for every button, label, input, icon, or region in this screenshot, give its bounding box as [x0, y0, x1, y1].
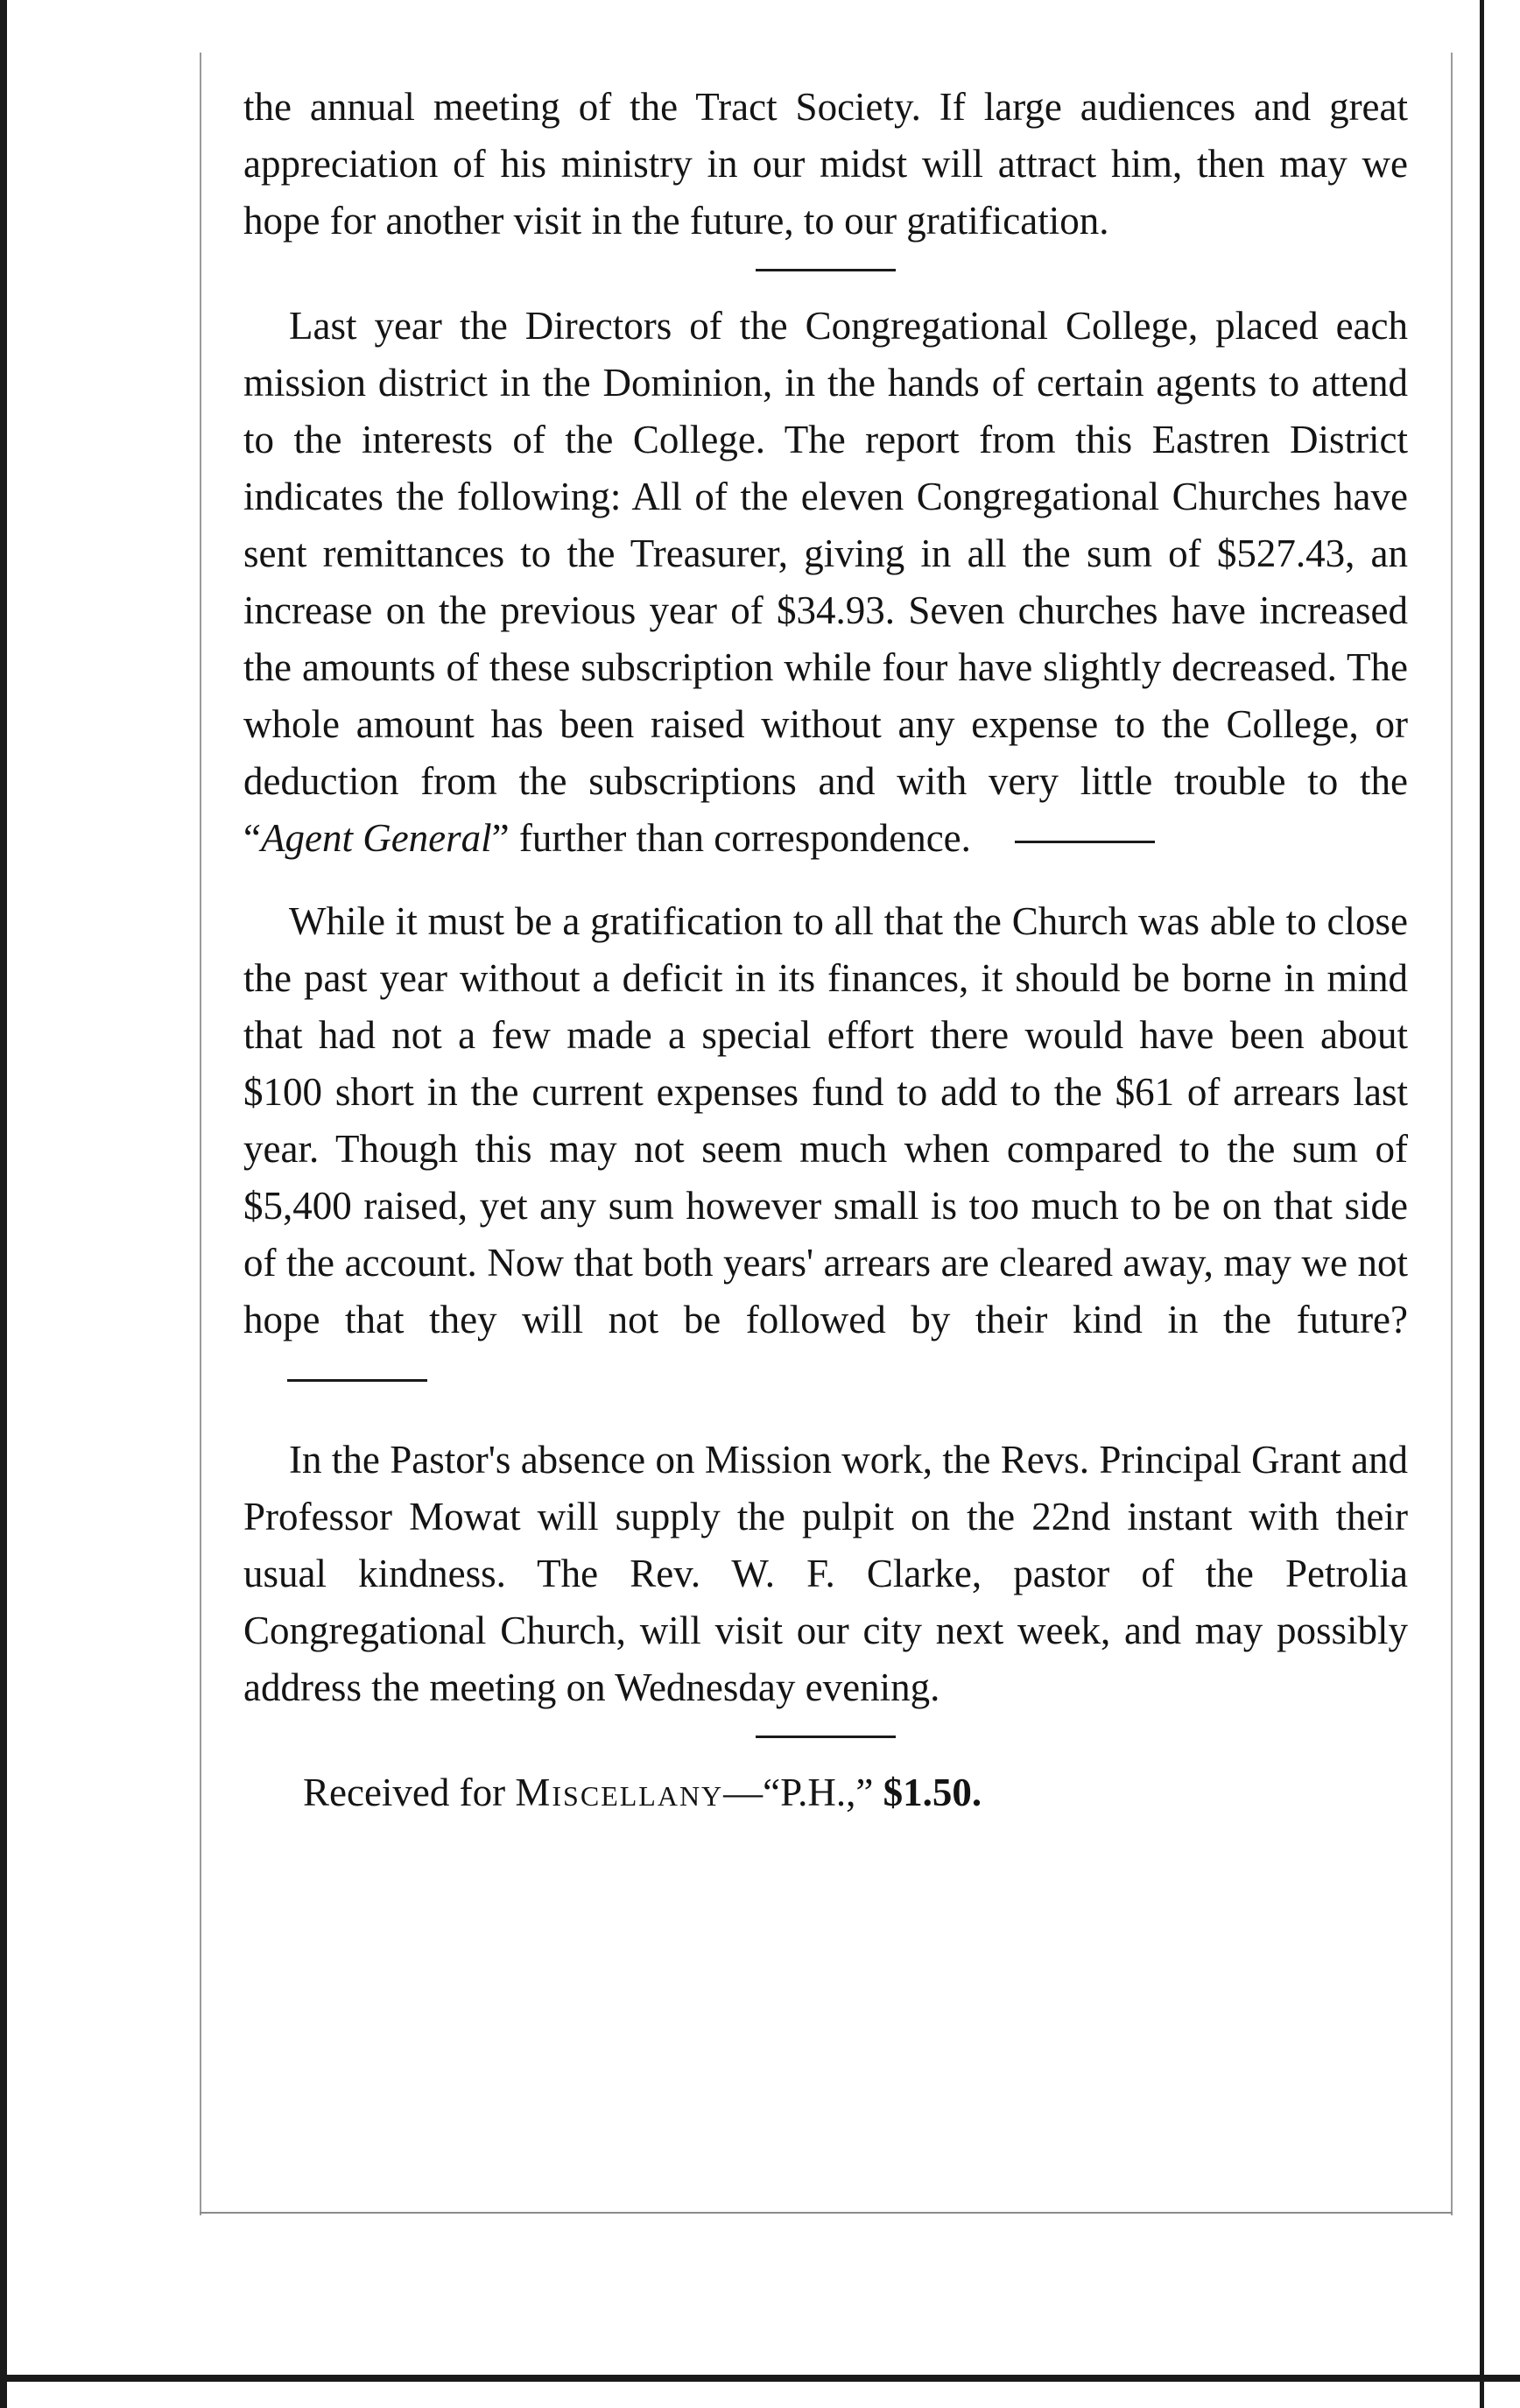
column-rule-bottom [200, 2212, 1453, 2214]
church-finances-text: While it must be a gratification to all that the Church was able to close the past year without a deficit in its finances, it should be borne in mind that had not a few made a special effort there would have been about $100 short in the current expenses fund to add to the $61 of arrears last year. Though this may not seem much when compared to the sum of $5,400 raised, yet any sum however small is too much to be on that side of the account. Now that both years' arrears are cleared away, may we not hope that they will not be followed by their kind in the future? [243, 899, 1408, 1341]
received-notice [243, 1764, 1408, 1821]
college-report-ending: ” further than correspondence. [491, 816, 971, 860]
paragraph-pastor-absence: In the Pastor's absence on Mission work, the Revs. Principal Grant and Professor Mowat will supply the pulpit on the 22nd instant with their usual kindness. The Rev. W. F. Clarke, pastor of the Petrolia Congregational Church, will visit our city next week, and may possibly address the meeting on Wednesday evening. [243, 1438, 1408, 1709]
paragraph-college-report [243, 298, 1408, 867]
agent-general-italic: Agent General [260, 816, 492, 860]
college-report-text: Last year the Directors of the Congregational College, placed each mission district in the Dominion, in the hands of certain agents to attend to the interests of the College. The report from this Eastren District indicates the following: All of the eleven Congregational Churches have sent remittances to the Treasurer, giving in all the sum of $527.43, an increase on the previous year of $34.93. Seven churches have increased the amounts of these subscription while four have slightly decreased. The whole amount has been raised without any expense to the College, or deduction from the subscriptions and with very little trouble to the “ [243, 304, 1408, 860]
notice-amount: $1.50. [883, 1771, 982, 1814]
column-rule-left [200, 53, 201, 2215]
inline-divider [1015, 841, 1155, 843]
notice-donor: “P.H.,” [763, 1771, 874, 1814]
paragraph-gap [243, 867, 1408, 893]
paragraph-tract-society: the annual meeting of the Tract Society. If large audiences and great appreciation of his ministry in our midst will attract him, then may we hope for another visit in the future, to our gratification. [243, 85, 1408, 243]
text-column [243, 79, 1408, 1821]
page-border-right [1480, 0, 1484, 2408]
notice-dash: — [723, 1771, 764, 1814]
page-border-left [0, 0, 7, 2408]
notice-publication: Miscellany [515, 1771, 724, 1814]
section-divider [756, 269, 896, 271]
inline-divider [287, 1379, 427, 1382]
section-divider [756, 1736, 896, 1738]
paragraph-gap [243, 1405, 1408, 1432]
notice-prefix: Received for [303, 1771, 516, 1814]
page-border-bottom [0, 2375, 1520, 2382]
column-rule-right [1451, 53, 1453, 2215]
paragraph-church-finances [243, 893, 1408, 1405]
